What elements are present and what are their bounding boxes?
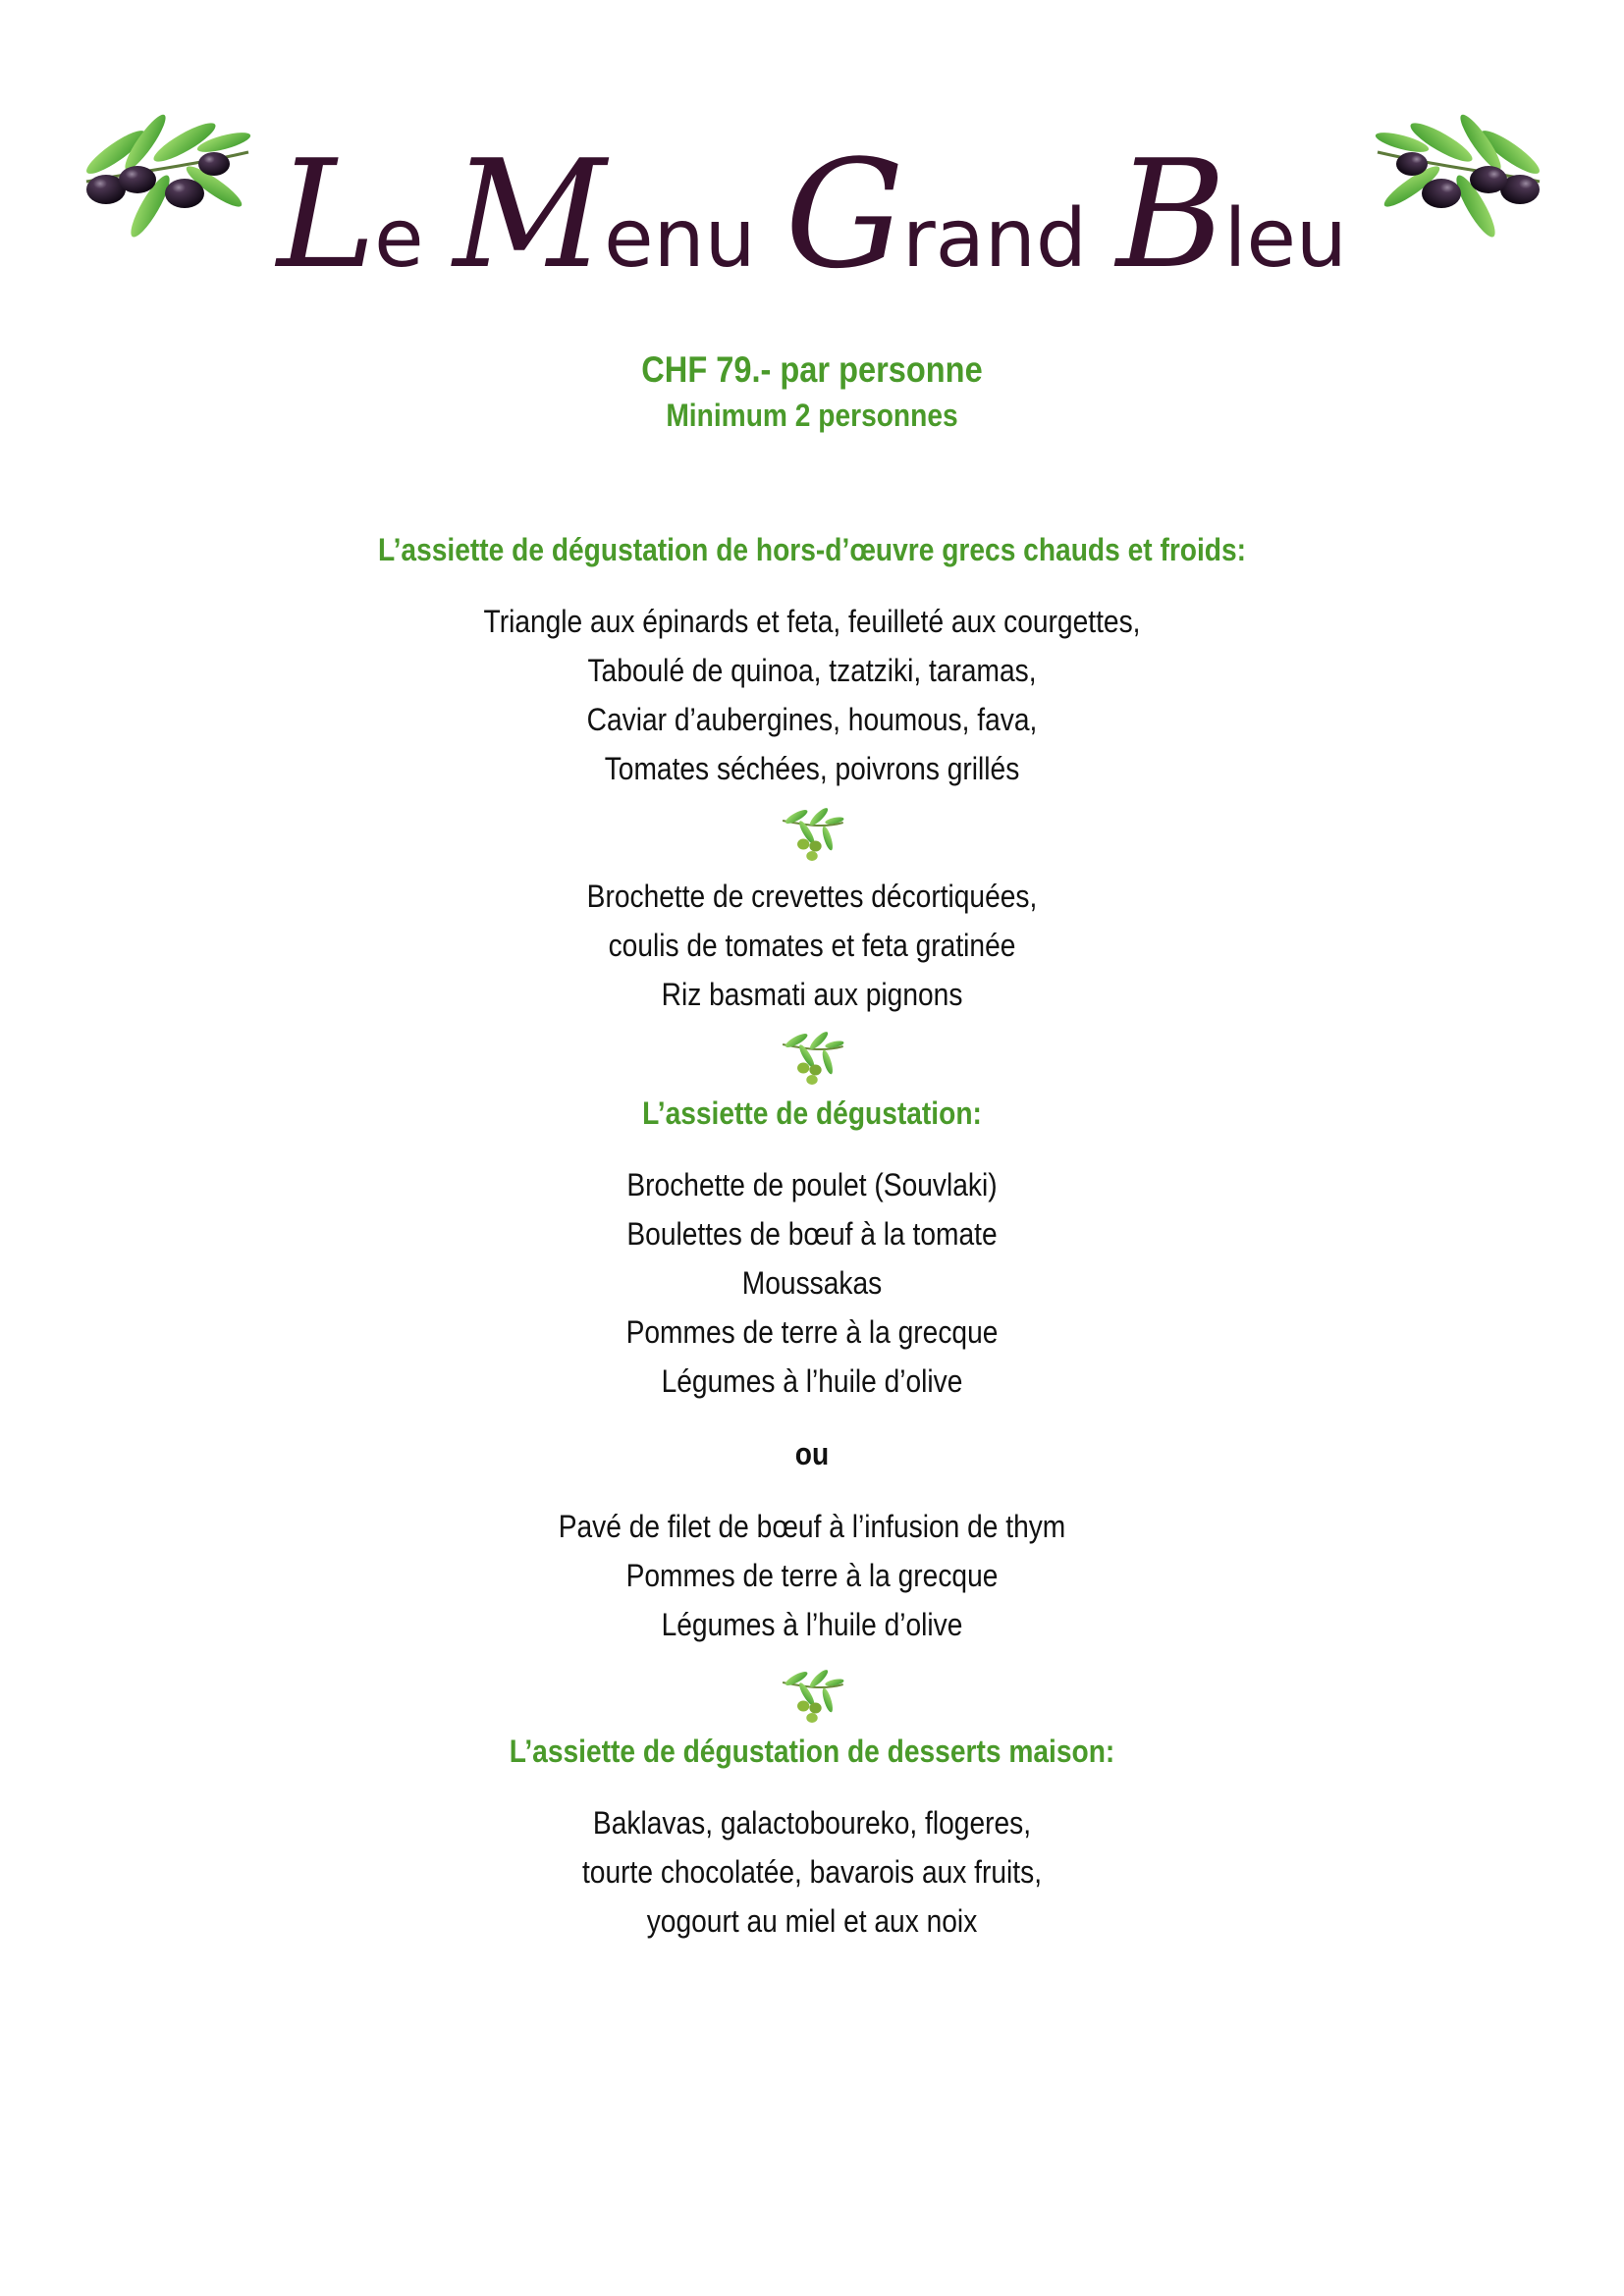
title-word-grand: G rand <box>785 128 1087 301</box>
minimum-persons: Minimum 2 personnes <box>666 398 958 433</box>
starters-list <box>97 597 1527 793</box>
list-item: tourte chocolatée, bavarois aux fruits, <box>581 1854 1043 1890</box>
list-item: Tomates séchées, poivrons grillés <box>604 751 1020 786</box>
olive-branch-icon <box>1373 113 1549 240</box>
list-item: Pommes de terre à la grecque <box>625 1314 999 1350</box>
starters-title: L’assiette de dégustation de hors-d’œuvre grecs chauds et froids: <box>377 532 1247 567</box>
menu-title <box>226 93 1398 301</box>
menu-content <box>97 334 1527 1946</box>
list-item: Brochette de poulet (Souvlaki) <box>626 1167 998 1202</box>
list-item: Pommes de terre à la grecque <box>625 1558 999 1593</box>
olive-sprig-icon <box>778 1031 846 1090</box>
desserts-list <box>97 1798 1527 1946</box>
or-separator: ou <box>794 1436 830 1471</box>
list-item: Taboulé de quinoa, tzatziki, taramas, <box>587 653 1037 688</box>
list-item: coulis de tomates et feta gratinée <box>608 928 1016 963</box>
price: CHF 79.- par personne <box>641 349 983 390</box>
list-item: Caviar d’aubergines, houmous, fava, <box>586 702 1038 737</box>
list-item: Boulettes de bœuf à la tomate <box>626 1216 998 1252</box>
list-item: Pavé de filet de bœuf à l’infusion de thym <box>558 1509 1066 1544</box>
main-course-option1-list <box>97 1160 1527 1406</box>
list-item: Brochette de crevettes décortiquées, <box>586 879 1038 914</box>
list-item: Moussakas <box>741 1265 883 1301</box>
list-item: Baklavas, galactoboureko, flogeres, <box>592 1805 1032 1841</box>
main-course-option2-list <box>97 1502 1527 1649</box>
shrimp-course-list <box>97 872 1527 1019</box>
olive-sprig-icon <box>778 807 846 866</box>
list-item: Riz basmati aux pignons <box>661 977 963 1012</box>
list-item: Légumes à l’huile d’olive <box>661 1607 963 1642</box>
title-word-le: L e <box>277 128 424 301</box>
main-course-title: L’assiette de dégustation: <box>642 1095 982 1131</box>
list-item: Légumes à l’huile d’olive <box>661 1363 963 1399</box>
olive-sprig-icon <box>778 1669 846 1728</box>
title-word-menu: M enu <box>453 128 756 301</box>
list-item: yogourt au miel et aux noix <box>646 1903 978 1939</box>
title-word-bleu: B leu <box>1115 128 1347 301</box>
desserts-title: L’assiette de dégustation de desserts maison: <box>509 1734 1115 1769</box>
menu-header <box>0 93 1624 319</box>
list-item: Triangle aux épinards et feta, feuilleté aux courgettes, <box>483 604 1141 639</box>
